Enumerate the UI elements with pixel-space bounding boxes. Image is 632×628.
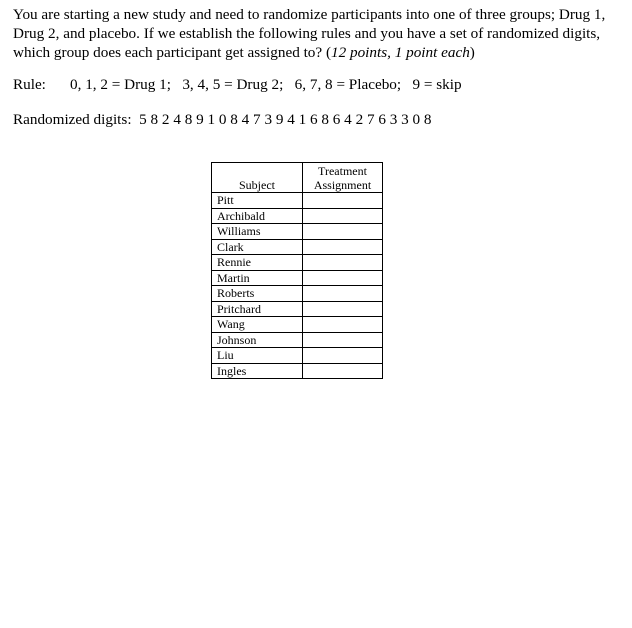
table-row [212, 286, 383, 302]
subject-name: Martin [212, 270, 303, 286]
subject-name: Wang [212, 317, 303, 333]
assignment-table [211, 162, 383, 379]
assignment-cell[interactable] [303, 317, 383, 333]
table-row [212, 255, 383, 271]
rule-text: 0, 1, 2 = Drug 1; 3, 4, 5 = Drug 2; 6, 7, 8 = Placebo; 9 = skip [70, 76, 462, 93]
subject-name: Williams [212, 224, 303, 240]
table-row [212, 348, 383, 364]
treatment-header-line2: Assignment [313, 178, 372, 192]
assignment-cell[interactable] [303, 332, 383, 348]
subject-name: Liu [212, 348, 303, 364]
subject-name: Ingles [212, 363, 303, 379]
digits-label: Randomized digits: [13, 111, 132, 128]
table-row [212, 332, 383, 348]
randomized-digits-line [13, 110, 432, 129]
table-row [212, 208, 383, 224]
assignment-cell[interactable] [303, 348, 383, 364]
subject-name: Archibald [212, 208, 303, 224]
table-row [212, 301, 383, 317]
subject-name: Roberts [212, 286, 303, 302]
points-close: ) [469, 44, 475, 61]
assignment-cell[interactable] [303, 363, 383, 379]
digits-value: 5 8 2 4 8 9 1 0 8 4 7 3 9 4 1 6 8 6 4 2 7 6 3 3 0 8 [139, 111, 432, 128]
assignment-cell[interactable] [303, 208, 383, 224]
rule-label: Rule: [13, 76, 46, 93]
question-body: You are starting a new study and need to randomize participants into one of three groups; Drug 1, Drug 2, and placebo. If we establish the following rules and you have a set of randomized digits, which group does each participant get assigned to? [13, 6, 606, 61]
table-row [212, 193, 383, 209]
assignment-cell[interactable] [303, 270, 383, 286]
subject-header: Subject [212, 163, 303, 193]
rule-line [13, 75, 462, 94]
points-open: ( [325, 44, 331, 61]
assignment-cell[interactable] [303, 193, 383, 209]
table-row [212, 363, 383, 379]
table-row [212, 270, 383, 286]
assignment-cell[interactable] [303, 301, 383, 317]
table-row [212, 317, 383, 333]
subject-name: Rennie [212, 255, 303, 271]
table-header-row [212, 163, 383, 193]
table-row [212, 224, 383, 240]
assignment-cell[interactable] [303, 239, 383, 255]
assignment-cell[interactable] [303, 286, 383, 302]
subject-name: Clark [212, 239, 303, 255]
assignment-cell[interactable] [303, 255, 383, 271]
subject-name: Pritchard [212, 301, 303, 317]
points-note: 12 points, 1 point each [331, 44, 470, 61]
subject-name: Pitt [212, 193, 303, 209]
question-text [13, 5, 619, 62]
treatment-header-line1: Treatment [318, 164, 367, 178]
table-row [212, 239, 383, 255]
treatment-header [303, 163, 383, 193]
subject-name: Johnson [212, 332, 303, 348]
assignment-cell[interactable] [303, 224, 383, 240]
